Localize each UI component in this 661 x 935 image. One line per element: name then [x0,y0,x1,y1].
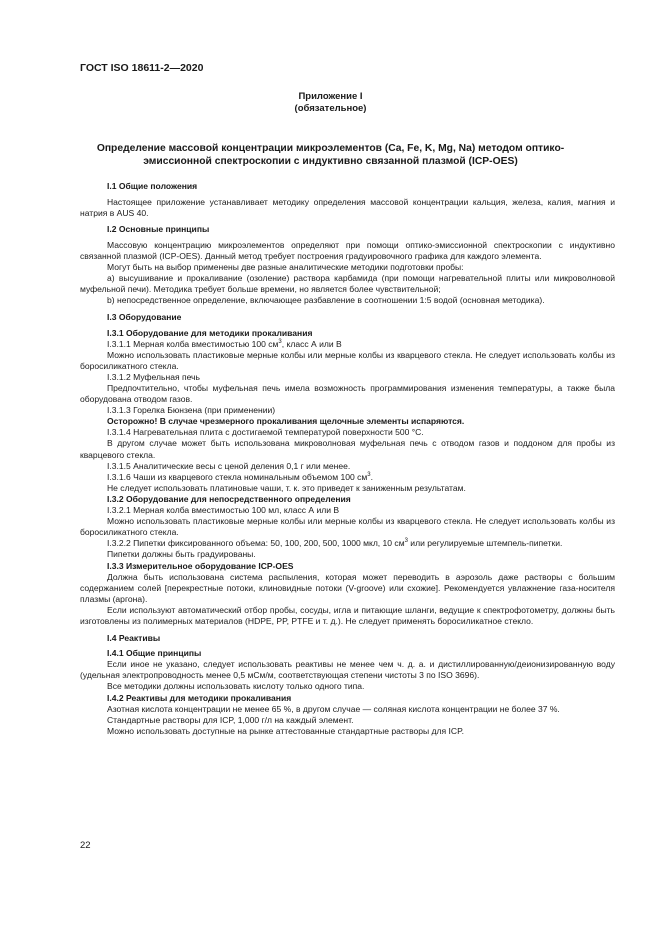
paragraph: Могут быть на выбор применены две разные аналитические методики подготовки пробы: [107,262,464,273]
paragraph: I.3.1.5 Аналитические весы с ценой деления 0,1 г или менее. [107,460,351,471]
text-run: I.3.2.2 Пипетки фиксированного объема: 50, 100, 200, 500, 1000 мкл, 10 см [107,538,405,549]
paragraph: Пипетки должны быть градуированы. [107,549,256,560]
subsection-heading-i42: I.4.2 Реактивы для методики прокаливания [107,692,292,703]
text-run: . [370,471,373,482]
paragraph: Должна быть использована система распыления, которая может переводить в аэрозоль даже растворы с большим содержанием солей [перекрестные потоки, клиновидные потоки (V-groove) или схожие]. Рекомендуется увлажнение газа-носителя плазмы (аргона). [80,571,615,604]
section-heading-i1: I.1 Общие положения [107,181,198,191]
paragraph: Стандартные растворы для ICP, 1,000 г/л на каждый элемент. [107,714,354,725]
paragraph: Можно использовать пластиковые мерные колбы или мерные колбы из кварцевого стекла. Не следует использовать колбы из боросиликатного стекла. [80,349,615,371]
paragraph: В другом случае может быть использована микроволновая муфельная печь с отводом газов и поддоном для пробы из кварцевого стекла. [80,438,615,460]
text-run: I.3.1.6 Чаши из кварцевого стекла номинальным объемом 100 см [107,471,368,482]
paragraph: Все методики должны использовать кислоту только одного типа. [107,681,365,692]
paragraph [80,339,615,350]
paragraph: I.3.2.1 Мерная колба вместимостью 100 мл, класс А или В [107,505,340,516]
paragraph: Не следует использовать платиновые чаши, т. к. это приведет к заниженным результатам. [107,482,466,493]
paragraph: Можно использовать пластиковые мерные колбы или мерные колбы из кварцевого стекла. Не следует использовать колбы из боросиликатного стекла. [80,516,615,538]
list-item: b) непосредственное определение, включающее разбавление в соотношении 1:5 водой (основная методика). [107,295,545,306]
subsection-heading-i32: I.3.2 Оборудование для непосредственного определения [107,493,351,504]
paragraph: Предпочтительно, чтобы муфельная печь имела возможность программирования изменения температуры, а также была оборудована отводом газов. [80,383,615,405]
list-item: a) высушивание и прокаливание (озоление) раствора карбамида (при помощи нагревательной плиты или микроволновой муфельной печи). Методика требует больше времени, но является более чувствительной; [80,273,615,295]
text-run: , класс А или В [281,338,342,349]
section-heading-i4: I.4 Реактивы [107,632,161,643]
text-run: или регулируемые штемпель-пипетки. [407,538,563,549]
paragraph: I.3.1.2 Муфельная печь [107,371,200,382]
superscript: 3 [367,471,371,478]
paragraph: Настоящее приложение устанавливает методику определения массовой концентрации кальция, железа, калия, магния и натрия в AUS 40. [80,196,615,218]
superscript: 3 [278,338,282,345]
paragraph: Если иное не указано, следует использовать реактивы не менее чем ч. д. а. и дистиллированную/деионизированную воду (удельная электропроводность менее 0,5 мСм/м, соответствующая степени чистоты 3 по ISO 3696). [80,659,615,681]
superscript: 3 [404,538,408,545]
page-number: 22 [80,840,91,851]
paragraph: Массовую концентрацию микроэлементов определяют при помощи оптико-эмиссионной спектроскопии с индуктивно связанной плазмой (ICP-OES). Данный метод требует построения градуировочного графика для каждого элемента. [80,239,615,261]
paragraph: I.3.1.3 Горелка Бюнзена (при применении) [107,405,276,416]
subsection-heading-i33: I.3.3 Измерительное оборудование ICP-OES [107,560,294,571]
text-run: I.3.1.1 Мерная колба вместимостью 100 см [107,338,279,349]
paragraph: Можно использовать доступные на рынке аттестованные стандартные растворы для ICP. [107,725,465,736]
paragraph: I.3.1.4 Нагревательная плита с достигаемой температурой поверхности 500 °С. [107,427,424,438]
standard-number-header: ГОСТ ISO 18611-2—2020 [80,62,204,74]
paragraph: Азотная кислота концентрации не менее 65 %, в другом случае — соляная кислота концентрации не более 37 %. [107,703,560,714]
section-heading-i2: I.2 Основные принципы [107,224,210,235]
appendix-title: Приложение I [298,91,363,102]
paragraph: Если используют автоматический отбор пробы, сосуды, игла и питающие шланги, ведущие к спектрофотометру, должны быть изготовлены из полимерных материалов (HDPE, PP, PTFE и т. д.). Не следует применять боросиликатное стекло. [80,604,615,626]
subsection-heading-i31: I.3.1 Оборудование для методики прокаливания [107,327,313,338]
subsection-heading-i41: I.4.1 Общие принципы [107,648,202,659]
paragraph [80,538,615,549]
appendix-note: (обязательное) [294,103,367,114]
section-heading-i3: I.3 Оборудование [107,311,182,322]
warning-text: Осторожно! В случае чрезмерного прокаливания щелочные элементы испаряются. [107,416,465,427]
document-title: Определение массовой концентрации микроэлементов (Ca, Fe, K, Mg, Na) методом оптико-эмиссионной спектроскопии с индуктивно связанной плазмой (ICP-OES) [96,143,565,167]
paragraph [80,472,615,483]
body-text [80,181,615,737]
